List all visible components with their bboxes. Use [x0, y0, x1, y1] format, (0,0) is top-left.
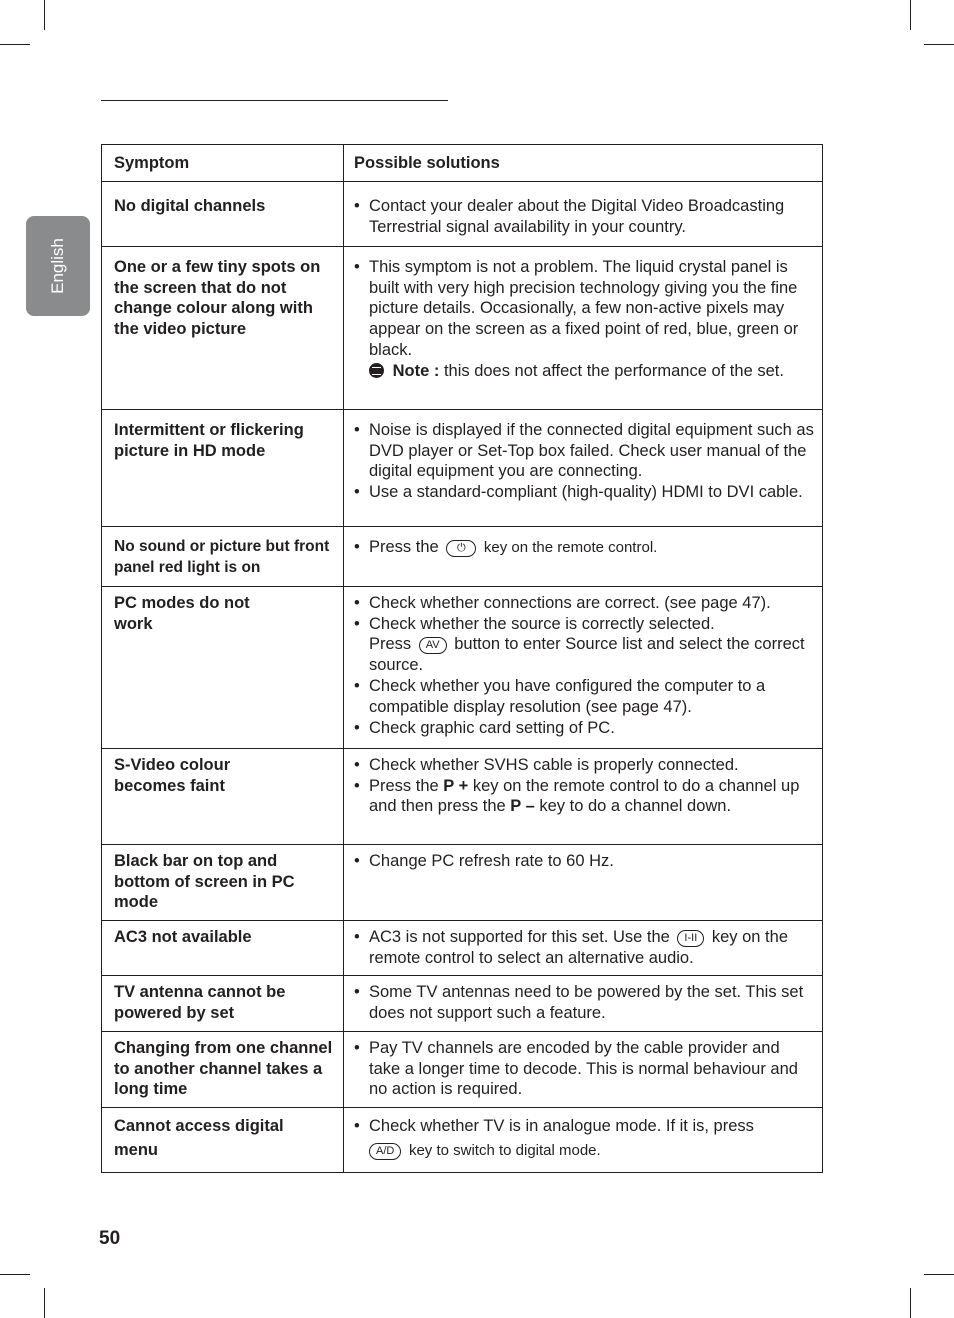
power-icon: ⏻ — [446, 540, 476, 557]
crop-mark-bottom-left-h — [0, 1274, 30, 1275]
note-label: Note : — [392, 361, 440, 380]
table-row — [102, 844, 823, 920]
solution-item: • Contact your dealer about the Digital Video Broadcasting Terrestrial signal availability in your country. — [354, 196, 814, 238]
language-tab — [26, 216, 90, 316]
table-row — [102, 181, 823, 246]
table-row — [102, 1031, 823, 1107]
solution-text: key on the remote control. — [483, 538, 658, 556]
symptom-header: Symptom — [102, 145, 344, 182]
solution-text: key on the remote control to select an alternative audio. — [369, 927, 788, 967]
solution-cell — [344, 844, 823, 920]
crop-mark-top-right-v — [910, 0, 911, 30]
symptom-cell: Intermittent or flickering picture in HD mode — [102, 409, 344, 526]
solution-cell — [344, 526, 823, 586]
solution-item: • Change PC refresh rate to 60 Hz. — [354, 851, 814, 872]
table-row — [102, 748, 823, 844]
solution-cell — [344, 586, 823, 748]
table-row — [102, 1107, 823, 1172]
symptom-cell: Changing from one channel to another channel takes a long time — [102, 1031, 344, 1107]
p-plus-key-label: P + — [443, 776, 469, 795]
symptom-cell: AC3 not available — [102, 920, 344, 975]
solution-item: • Some TV antennas need to be powered by the set. This set does not support such a feature. — [354, 982, 814, 1024]
note-icon — [369, 363, 384, 378]
troubleshooting-table — [101, 144, 823, 1173]
solution-item — [354, 1114, 814, 1163]
symptom-cell: Cannot access digital menu — [102, 1107, 344, 1172]
symptom-cell: S-Video colour becomes faint — [102, 748, 344, 844]
solution-item — [354, 537, 814, 559]
dual-audio-key-icon: I-II — [677, 930, 704, 947]
symptom-cell: PC modes do not work — [102, 586, 344, 748]
table-header-row — [102, 145, 823, 182]
crop-mark-top-left-v — [44, 0, 45, 30]
solution-item — [354, 927, 814, 969]
p-minus-key-label: P – — [510, 797, 535, 816]
solution-item: • Noise is displayed if the connected digital equipment such as DVD player or Set-Top box failed. Check user manual of the digital equipment you are connecting. — [354, 420, 814, 482]
crop-mark-bottom-left-v — [44, 1288, 45, 1318]
language-tab-label: English — [48, 238, 67, 294]
symptom-cell: No sound or picture but front panel red light is on — [102, 526, 344, 586]
solution-text: Press the — [369, 537, 439, 556]
table-row — [102, 586, 823, 748]
crop-mark-bottom-right-v — [910, 1288, 911, 1318]
table-row — [102, 526, 823, 586]
solution-cell — [344, 748, 823, 844]
solution-text: button to enter Source list and select the correct source. — [369, 635, 805, 675]
table-row — [102, 246, 823, 409]
solution-item — [354, 257, 814, 382]
solution-item: • Pay TV channels are encoded by the cable provider and take a longer time to decode. This is normal behaviour and no action is required. — [354, 1038, 814, 1100]
solution-text: key on the remote control to do a channel up and then press the — [369, 776, 800, 816]
solution-cell — [344, 975, 823, 1031]
symptom-cell: Black bar on top and bottom of screen in PC mode — [102, 844, 344, 920]
page-number: 50 — [99, 1228, 121, 1249]
solution-cell — [344, 1031, 823, 1107]
solution-item: • Use a standard-compliant (high-quality) HDMI to DVI cable. — [354, 482, 814, 503]
solution-text: Check whether the source is correctly selected. — [369, 614, 715, 633]
solution-text: AC3 is not supported for this set. Use the — [369, 927, 670, 946]
solution-text: key to do a channel down. — [539, 797, 732, 816]
symptom-text: One or a few tiny spots on the screen that do not change colour along with the video picture — [114, 257, 321, 339]
solution-item — [354, 614, 814, 676]
solution-text: Press the — [369, 776, 439, 795]
symptom-cell: TV antenna cannot be powered by set — [102, 975, 344, 1031]
table-row — [102, 409, 823, 526]
solution-cell — [344, 920, 823, 975]
table-row — [102, 975, 823, 1031]
solution-text: Press — [369, 635, 412, 654]
symptom-cell: No digital channels — [102, 181, 344, 246]
av-key-icon: AV — [419, 637, 447, 654]
solution-cell — [344, 181, 823, 246]
solution-item: • Check graphic card setting of PC. — [354, 718, 814, 739]
table-row — [102, 920, 823, 975]
solution-item: • Check whether SVHS cable is properly connected. — [354, 755, 814, 776]
solution-text: Check whether TV is in analogue mode. If it is, press — [369, 1116, 754, 1135]
solution-cell — [344, 246, 823, 409]
solution-text: key to switch to digital mode. — [408, 1141, 601, 1159]
solution-item: • Check whether you have configured the computer to a compatible display resolution (see page 47). — [354, 676, 814, 718]
header-rule — [101, 100, 448, 101]
solution-item — [354, 776, 814, 818]
crop-mark-top-left-h — [0, 44, 30, 45]
solution-cell — [344, 409, 823, 526]
solutions-header: Possible solutions — [344, 145, 823, 182]
symptom-cell — [102, 246, 344, 409]
crop-mark-top-right-h — [924, 44, 954, 45]
note-text: this does not affect the performance of the set. — [443, 361, 784, 380]
solution-text: This symptom is not a problem. The liquid crystal panel is built with very high precision technology giving you the fine picture details. Occasionally, a few non-active pixels may appear on the screen as a fixed point of red, blue, green or black. — [369, 257, 799, 359]
solution-item: • Check whether connections are correct. (see page 47). — [354, 593, 814, 614]
ad-key-icon: A/D — [369, 1143, 401, 1160]
crop-mark-bottom-right-h — [924, 1274, 954, 1275]
solution-cell — [344, 1107, 823, 1172]
